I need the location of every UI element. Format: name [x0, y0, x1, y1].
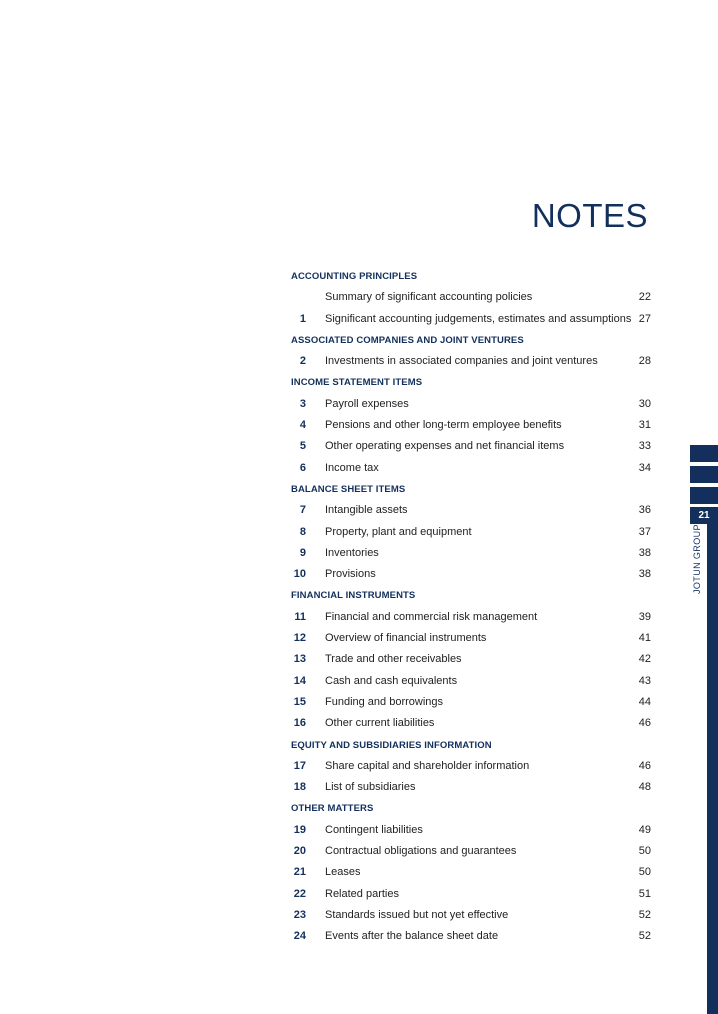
- note-title: Trade and other receivables: [325, 653, 462, 666]
- toc-entry[interactable]: [291, 351, 651, 372]
- note-number: 20: [293, 845, 306, 858]
- section-heading: INCOME STATEMENT ITEMS: [291, 377, 423, 389]
- note-title: Cash and cash equivalents: [325, 674, 458, 687]
- note-number: 7: [299, 504, 306, 517]
- note-number: 1: [299, 312, 306, 325]
- note-title: Share capital and shareholder information: [325, 759, 530, 772]
- note-page: 52: [638, 908, 651, 921]
- note-number: 24: [293, 930, 306, 943]
- note-number: 14: [293, 674, 306, 687]
- toc-entry[interactable]: [291, 522, 651, 543]
- note-page: 30: [638, 397, 651, 410]
- note-number: 5: [299, 440, 306, 453]
- section-heading: OTHER MATTERS: [291, 803, 374, 815]
- note-title: Significant accounting judgements, estimates and assumptions: [325, 312, 632, 325]
- page-title: NOTES: [531, 197, 648, 234]
- note-page: 51: [638, 887, 651, 900]
- note-title: Intangible assets: [325, 504, 408, 517]
- note-number: 8: [299, 525, 306, 538]
- toc-entry[interactable]: [291, 287, 651, 308]
- note-page: 38: [638, 546, 651, 559]
- section-heading: EQUITY AND SUBSIDIARIES INFORMATION: [291, 739, 492, 751]
- note-title: Financial and commercial risk management: [325, 610, 538, 623]
- toc-entry[interactable]: [291, 394, 651, 415]
- note-page: 38: [638, 568, 651, 581]
- toc-entry[interactable]: [291, 671, 651, 692]
- side-tab-1: [690, 445, 718, 462]
- section-heading: FINANCIAL INSTRUMENTS: [291, 590, 416, 602]
- note-title: Other operating expenses and net financial items: [325, 440, 565, 453]
- toc-entry[interactable]: [291, 905, 651, 926]
- toc-entry[interactable]: [291, 607, 651, 628]
- note-number: 12: [293, 632, 306, 645]
- note-title: Contractual obligations and guarantees: [325, 845, 517, 858]
- brand-label: JOTUN GROUP: [692, 524, 702, 594]
- section-heading: ASSOCIATED COMPANIES AND JOINT VENTURES: [291, 334, 524, 346]
- toc-entry[interactable]: [291, 415, 651, 436]
- note-page: 46: [638, 759, 651, 772]
- toc-entry[interactable]: [291, 564, 651, 585]
- note-title: Related parties: [325, 887, 399, 900]
- toc-entry[interactable]: [291, 628, 651, 649]
- note-number: 18: [293, 781, 306, 794]
- note-number: 13: [293, 653, 306, 666]
- note-page: 49: [638, 823, 651, 836]
- side-tab-3: [690, 487, 718, 504]
- note-number: 16: [293, 717, 306, 730]
- toc-entry[interactable]: [291, 500, 651, 521]
- note-page: 31: [638, 419, 651, 432]
- note-title: Funding and borrowings: [325, 695, 444, 708]
- note-title: Investments in associated companies and joint ventures: [325, 355, 598, 368]
- note-page: 27: [638, 312, 651, 325]
- note-title: Payroll expenses: [325, 397, 409, 410]
- side-tab-2: [690, 466, 718, 483]
- note-page: 44: [638, 695, 651, 708]
- page-number: 21: [690, 507, 718, 524]
- note-title: Provisions: [325, 568, 376, 581]
- note-title: Overview of financial instruments: [325, 632, 487, 645]
- note-page: 41: [638, 632, 651, 645]
- note-page: 50: [638, 845, 651, 858]
- toc-entry[interactable]: [291, 458, 651, 479]
- note-number: 11: [294, 610, 306, 623]
- note-number: 4: [299, 419, 306, 432]
- table-of-contents: [291, 266, 651, 948]
- note-page: 36: [638, 504, 651, 517]
- note-title: Leases: [325, 866, 361, 879]
- note-number: 17: [293, 759, 306, 772]
- toc-entry[interactable]: [291, 862, 651, 883]
- note-number: 23: [293, 908, 306, 921]
- note-number: 19: [293, 823, 306, 836]
- toc-entry[interactable]: [291, 649, 651, 670]
- note-title: Property, plant and equipment: [325, 525, 472, 538]
- note-title: Contingent liabilities: [325, 823, 423, 836]
- note-title: Standards issued but not yet effective: [325, 908, 509, 921]
- note-number: 2: [299, 355, 306, 368]
- note-page: 34: [638, 461, 651, 474]
- note-number: 3: [299, 397, 306, 410]
- note-page: 39: [638, 610, 651, 623]
- toc-entry[interactable]: [291, 436, 651, 457]
- note-title: Other current liabilities: [325, 717, 435, 730]
- note-page: 52: [638, 930, 651, 943]
- note-page: 42: [638, 653, 651, 666]
- side-bar: [707, 524, 718, 1014]
- note-number: 22: [293, 887, 306, 900]
- section-heading: ACCOUNTING PRINCIPLES: [291, 271, 418, 282]
- note-title: List of subsidiaries: [325, 781, 416, 794]
- note-page: 46: [638, 717, 651, 730]
- note-number: 9: [299, 546, 306, 559]
- note-title: Pensions and other long-term employee benefits: [325, 419, 562, 432]
- section-heading: BALANCE SHEET ITEMS: [291, 483, 406, 495]
- toc-entry[interactable]: [291, 841, 651, 862]
- toc-entry[interactable]: [291, 777, 651, 798]
- toc-entry[interactable]: [291, 543, 651, 564]
- toc-entry[interactable]: [291, 756, 651, 777]
- note-page: 22: [638, 291, 651, 304]
- note-number: 21: [293, 866, 306, 879]
- note-page: 28: [638, 355, 651, 368]
- note-title: Summary of significant accounting policies: [325, 291, 533, 304]
- note-number: 6: [299, 461, 306, 474]
- note-page: 37: [638, 525, 651, 538]
- note-page: 50: [638, 866, 651, 879]
- note-title: Inventories: [325, 546, 379, 559]
- toc-entry[interactable]: [291, 309, 651, 330]
- toc-entry[interactable]: [291, 926, 651, 947]
- note-page: 43: [638, 674, 651, 687]
- toc-entry[interactable]: [291, 884, 651, 905]
- note-number: 10: [293, 568, 306, 581]
- note-title: Income tax: [325, 461, 379, 474]
- note-page: 48: [638, 781, 651, 794]
- note-page: 33: [638, 440, 651, 453]
- toc-entry[interactable]: [291, 692, 651, 713]
- toc-entry[interactable]: [291, 713, 651, 734]
- note-title: Events after the balance sheet date: [325, 930, 499, 943]
- toc-entry[interactable]: [291, 820, 651, 841]
- note-number: 15: [293, 695, 306, 708]
